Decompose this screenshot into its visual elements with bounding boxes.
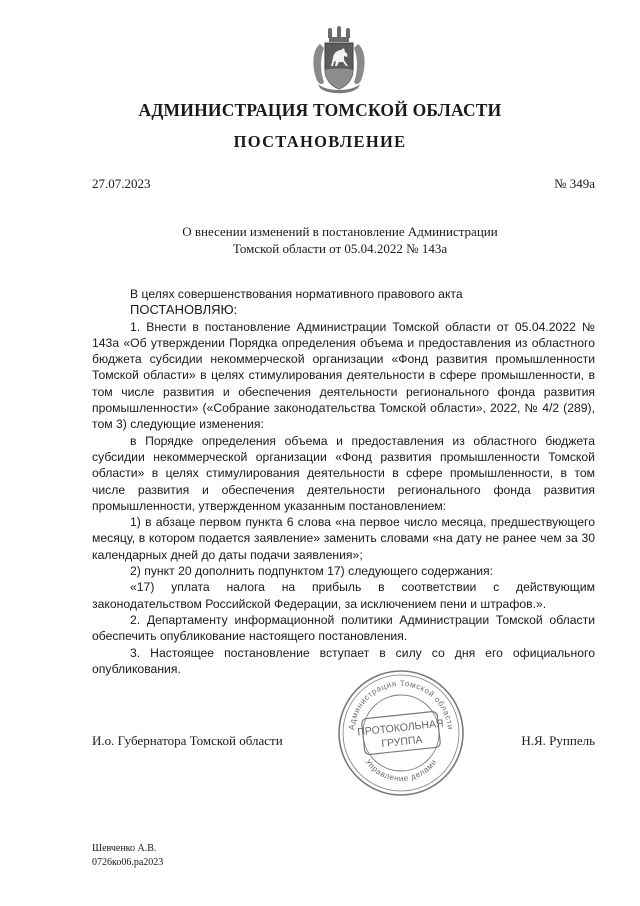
document-number: № 349а <box>554 176 595 191</box>
paragraph-3: 1) в абзаце первом пункта 6 слова «на первое число месяца, предшествующего месяцу, в котором подается заявление» заменить словами «на дату не ранее чем за 30 календарных дней до даты подачи заявления»; <box>92 515 595 562</box>
executor-name: Шевченко А.В. <box>92 843 157 854</box>
stamp-outer-bottom: Управление делами <box>363 757 439 784</box>
paragraph-2: в Порядке определения объема и предоставления из областного бюджета субсидии некоммерческой организации «Фонд развития промышленности Томской области» в целях стимулирования деятельности в сфере промышленности, в том числе развития и обеспечения деятельности регионального фонда развития промышленности, утвержденном указанным постановлением: <box>92 433 595 513</box>
subject-line-1: О внесении изменений в постановление Администрации <box>182 224 498 239</box>
document-type: ПОСТАНОВЛЕНИЕ <box>233 132 407 151</box>
svg-text:Управление делами <box>363 757 438 783</box>
preamble: В целях совершенствования нормативного правового акта <box>130 287 463 301</box>
paragraph-5: «17) уплата налога на прибыль в соответствии с действующим законодательством Российской Федерации, за исключением пени и штрафов.». <box>92 580 595 611</box>
signatory-position: И.о. Губернатора Томской области <box>92 733 283 748</box>
executor-code: 0726ко06.ра2023 <box>92 857 164 868</box>
tomsk-coat-of-arms-icon <box>308 26 370 96</box>
resolve-heading: ПОСТАНОВЛЯЮ: <box>130 302 238 318</box>
subject-line-2: Томской области от 05.04.2022 № 143а <box>232 241 448 256</box>
stamp-center-line-1: ПРОТОКОЛЬНАЯ <box>356 717 445 739</box>
executor-info <box>92 842 163 870</box>
paragraph-6: 2. Департаменту информационной политики Администрации Томской области обеспечить опубликование настоящего постановления. <box>92 612 595 644</box>
stamp-outer-top: Администрация Томской области <box>347 678 455 731</box>
organization-title: АДМИНИСТРАЦИЯ ТОМСКОЙ ОБЛАСТИ <box>138 100 502 120</box>
document-body <box>92 286 595 677</box>
paragraph-4: 2) пункт 20 дополнить подпунктом 17) следующего содержания: <box>130 564 494 579</box>
stamp-center-line-2: ГРУППА <box>380 733 424 751</box>
paragraph-7: 3. Настоящее постановление вступает в силу со дня его официального опубликования. <box>92 645 595 676</box>
protocol-group-stamp-icon <box>336 668 466 798</box>
document-date: 27.07.2023 <box>92 176 151 191</box>
signatory-name: Н.Я. Руппель <box>521 733 595 748</box>
paragraph-1: 1. Внести в постановление Администрации Томской области от 05.04.2022 № 143а «Об утверждении Порядка определения объема и предоставления из областного бюджета субсидии некоммерческой организации «Фонд развития промышленности Томской области» в целях стимулирования деятельности в сфере промышленности, в том числе развития и обеспечения деятельности регионального фонда развития промышленности» («Собрание законодательства Томской области», 2022, № 4/2 (289), том 3) следующие изменения: <box>92 319 595 432</box>
document-subject <box>150 223 530 257</box>
